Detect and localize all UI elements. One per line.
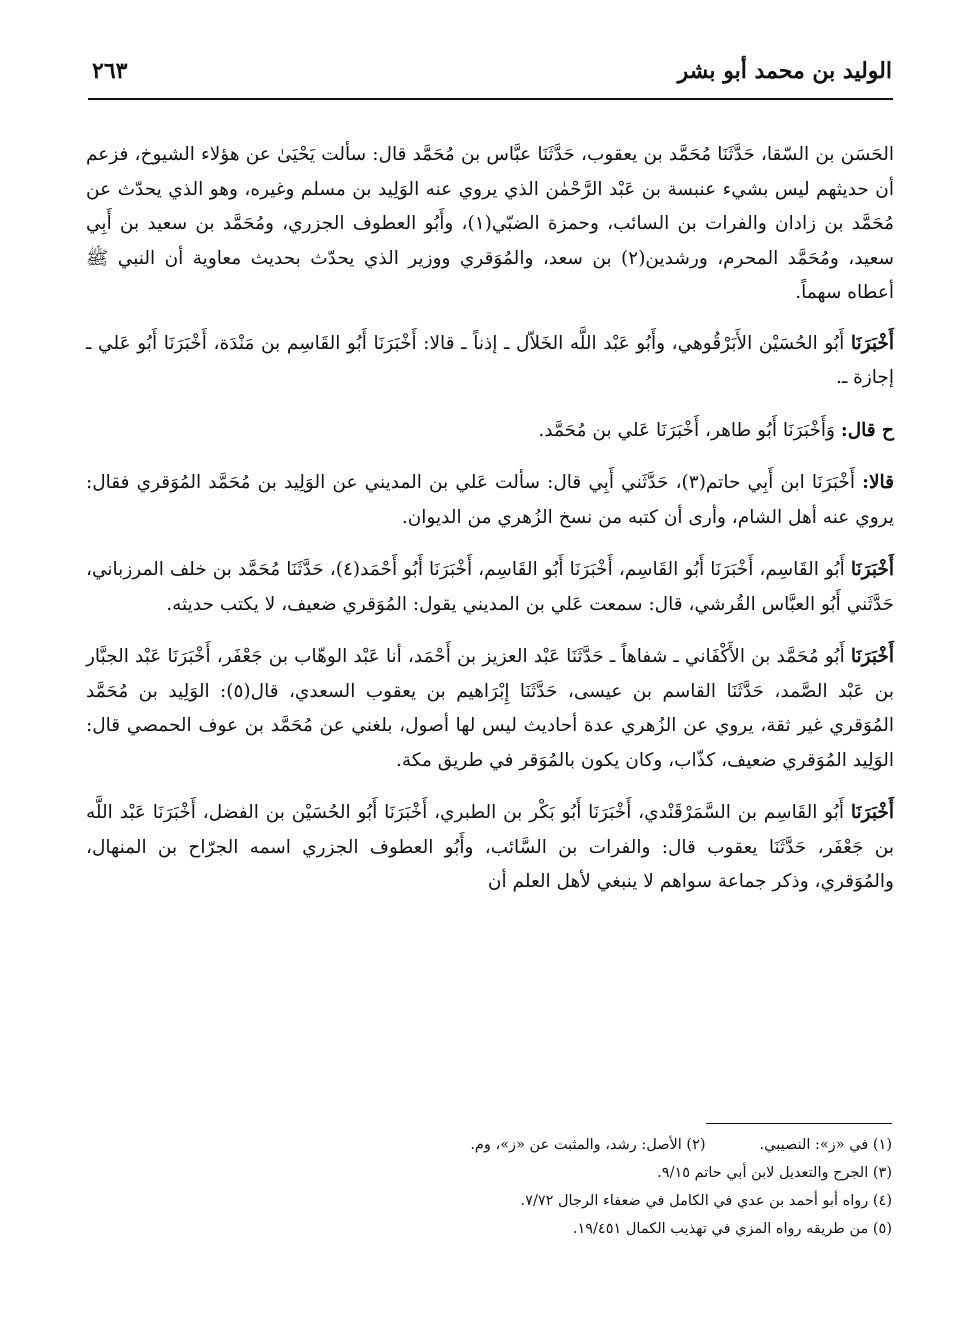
paragraph bbox=[86, 466, 894, 535]
header-rule bbox=[88, 98, 893, 100]
running-title: الوليد بن محمد أبو بشر bbox=[677, 58, 892, 84]
footnote-gap bbox=[706, 1131, 760, 1159]
footnotes bbox=[180, 1131, 892, 1243]
footnote-row bbox=[180, 1215, 892, 1243]
page-header bbox=[92, 58, 892, 96]
paragraph-lead: أَخْبَرَنَا bbox=[850, 802, 894, 823]
paragraph-text: أَبُو القَاسِم، أَخْبَرَنَا أَبُو القَاسِم، أَخْبَرَنَا أَبُو القَاسِم، أَخْبَرَنَا أَبُو أَحْمَد(٤)، حَدَّثَنَا مُحَمَّد بن خلف المرزباني، حَدَّثَني أَبُو العبَّاس القُرشي، قال: سمعت عَلي بن المديني يقول: المُوَقري ضعيف، لا يكتب حديثه. bbox=[86, 559, 894, 615]
paragraph-text: أَبُو مُحَمَّد بن الأَكْفَاني ـ شفاهاً ـ حَدَّثَنَا عَبْد العزيز بن أَحْمَد، أنا عَبْد الوهّاب بن جَعْفَر، أَخْبَرَنَا عَبْد الجبَّار بن عَبْد الصَّمد، حَدَّثَنَا القاسم بن عيسى، حَدَّثَنَا إِبْرَاهيم بن يعقوب السعدي، قال(٥): الوَلِيد بن مُحَمَّد المُوَقري غير ثقة، يروي عن الزُهري عدة أحاديث ليس لها أصول، بلغني عن مُحَمَّد بن عوف الحمصي قال: الوَلِيد المُوَقري ضعيف، كذّاب، وكان يكون بالمُوَقر في طريق مكة. bbox=[86, 646, 894, 771]
paragraph-lead: أَخْبَرَنَا bbox=[850, 646, 894, 667]
paragraph bbox=[86, 640, 894, 778]
footnote-5: (٥) من طريقه رواه المزي في تهذيب الكمال ١٩/٤٥١. bbox=[572, 1221, 892, 1237]
paragraph-text: وَأَخْبَرَنَا أَبُو طاهر، أَخْبَرَنَا عَلي بن مُحَمَّد. bbox=[538, 419, 841, 441]
footnote-row bbox=[180, 1187, 892, 1215]
paragraph bbox=[86, 138, 894, 311]
paragraph-text: الحَسَن بن السّقا، حَدَّثَنَا مُحَمَّد بن يعقوب، حَدَّثَنَا عبَّاس بن مُحَمَّد قال: سألت يَحْيَىٰ عن هؤلاء الشيوخ، فزعم أن حديثهم ليس بشيء عنبسة بن عَبْد الرَّحْمٰن الذي يروي عنه الوَلِيد بن مسلم وغيره، وهو الذي يحدّث عن مُحَمَّد بن زادان والفرات بن السائب، وحمزة الضبّي(١)، وأَبُو العطوف الجزري، ومُحَمَّد بن سعيد بن أَبِي سعيد، ومُحَمَّد المحرم، ورشدين(٢) بن سعد، والمُوَقري ووزير الذي يحدّث بحديث معاوية أن النبي ﷺ أعطاه سهماً. bbox=[86, 144, 894, 303]
footnote-2: (٢) الأصل: رشد، والمثبت عن «ز»، وم. bbox=[470, 1137, 706, 1153]
paragraph bbox=[86, 414, 894, 449]
paragraph-text: أَخْبَرَنَا ابن أَبِي حاتم(٣)، حَدَّثَني أَبِي قال: سألت عَلي بن المديني عن الوَلِيد بن مُحَمَّد المُوَقري فقال: يروي عنه أهل الشام، وأرى أن كتبه من نسخ الزُهري من الديوان. bbox=[86, 472, 894, 528]
footnote-3: (٣) الجرح والتعديل لابن أبي حاتم ٩/١٥. bbox=[657, 1165, 892, 1181]
paragraph-lead: أَخْبَرَنَا bbox=[850, 332, 894, 354]
paragraph-lead: ح قال: bbox=[840, 419, 894, 441]
paragraph-lead: قالا: bbox=[862, 472, 894, 493]
footnote-4: (٤) رواه أبو أحمد بن عدي في الكامل في ضعفاء الرجال ٧/٧٢. bbox=[520, 1193, 892, 1209]
footnote-row bbox=[180, 1131, 892, 1159]
footnote-1: (١) في «ز»: النصيبي. bbox=[759, 1137, 892, 1153]
paragraph-text: أَبُو الحُسَيْن الأَبَرْقُوهي، وأَبُو عَبْد اللَّه الخَلاّل ـ إذناً ـ قالا: أَخْبَرَنَا أَبُو القَاسِم بن مَنْدَة، أَخْبَرَنَا أَبُو عَلي ـ إجازة ـ. bbox=[86, 332, 894, 388]
paragraph bbox=[86, 327, 894, 396]
paragraph bbox=[86, 553, 894, 622]
paragraph-lead: أَخْبَرَنَا bbox=[850, 559, 894, 580]
footnote-row bbox=[180, 1159, 892, 1187]
footnote-rule bbox=[706, 1123, 892, 1124]
page-number: ٢٦٣ bbox=[92, 58, 128, 84]
paragraph bbox=[86, 796, 894, 900]
paragraph-text: أَبُو القَاسِم بن السَّمَرْقَنْدي، أَخْبَرَنَا أَبُو بَكْر بن الطبري، أَخْبَرَنَا أَبُو الحُسَيْن بن الفضل، أَخْبَرَنَا عَبْد اللَّه بن جَعْفَر، حَدَّثَنَا يعقوب قال: والفرات بن السَّائب، وأَبُو العطوف الجزري اسمه الجرّاح بن المنهال، والمُوَقري، وذكر جماعة سواهم لا ينبغي لأهل العلم أن bbox=[86, 802, 894, 892]
main-text bbox=[86, 138, 894, 918]
